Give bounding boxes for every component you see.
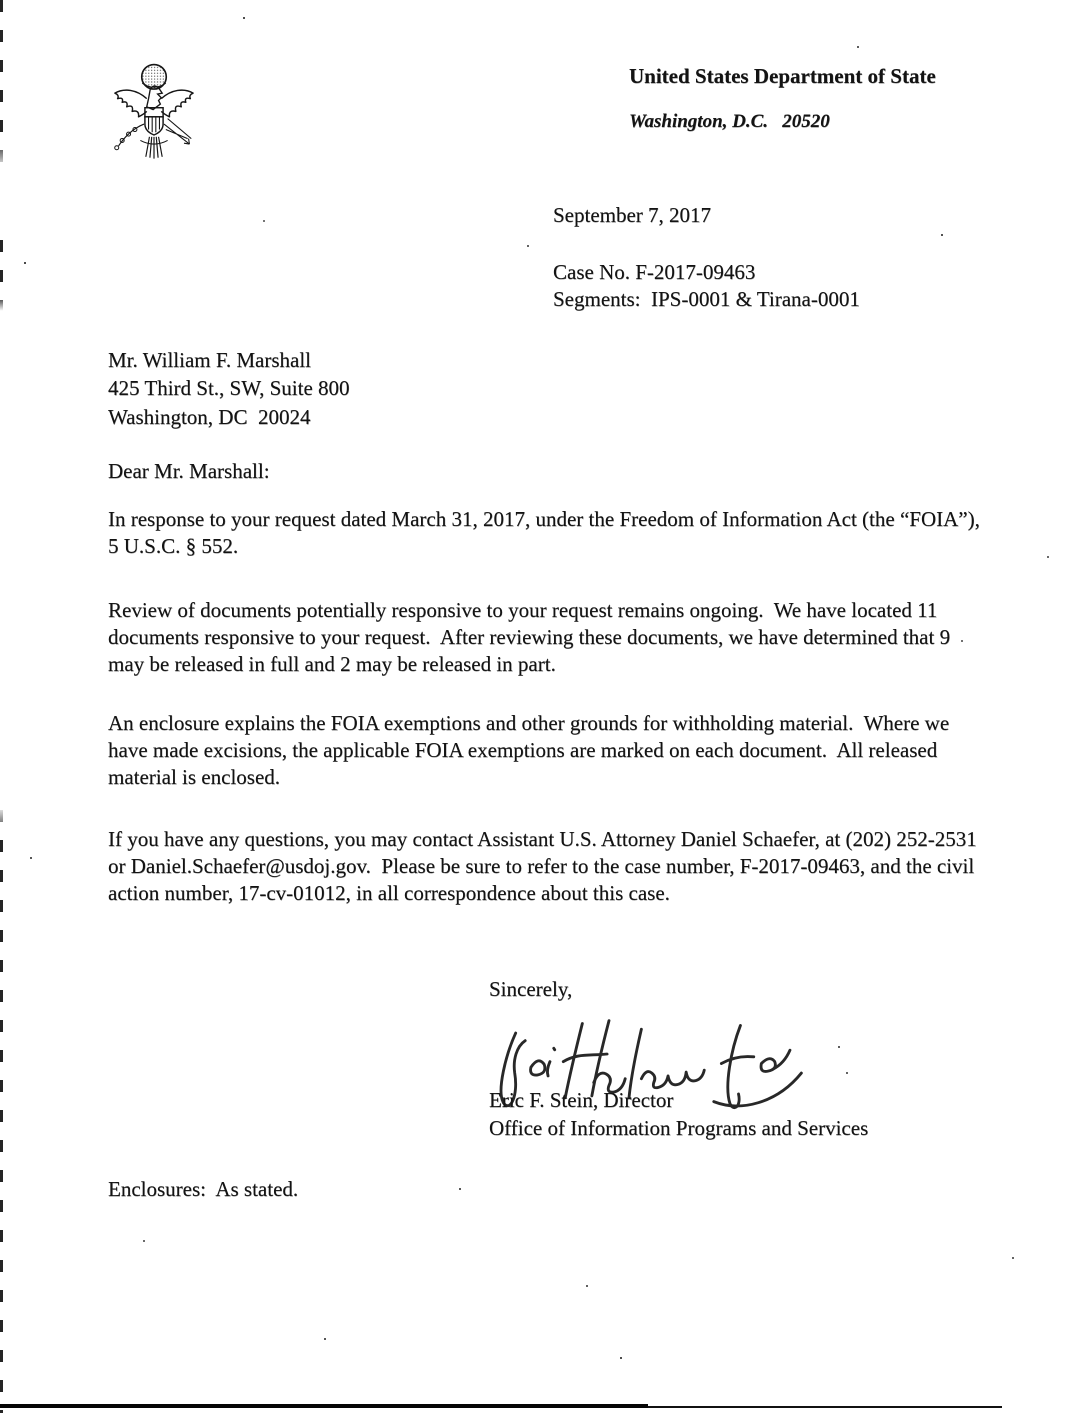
recipient-street: 425 Third St., SW, Suite 800 xyxy=(108,376,350,400)
body-paragraph-1: In response to your request dated March 31, 2017, under the Freedom of Information Act (the “FOIA”), 5 U.S.C. § 552. xyxy=(108,507,986,558)
scan-noise-specks xyxy=(0,0,2,2)
letterhead-city: Washington, D.C. 20520 xyxy=(629,111,830,132)
scan-edge-artifact xyxy=(0,0,3,1413)
scan-bottom-artifact xyxy=(0,1404,648,1408)
scan-bottom-artifact-thin xyxy=(648,1406,1002,1408)
great-seal-eagle-icon xyxy=(104,60,204,170)
body-paragraph-4: If you have any questions, you may contact Assistant U.S. Attorney Daniel Schaefer, at (202) 252-2531 or Daniel.Schaefer@usdoj.gov. Please be sure to refer to the case number, F-2017-09463, and the civil action number, 17-cv-01012, in all correspondence about this case. xyxy=(108,827,982,905)
signer-office: Office of Information Programs and Services xyxy=(489,1116,869,1140)
body-paragraph-3: An enclosure explains the FOIA exemptions and other grounds for withholding material. Where we have made excisions, the applicable FOIA exemptions are marked on each document. All released material is enclosed. xyxy=(108,711,955,789)
case-number-line: Case No. F-2017-09463 xyxy=(553,260,756,284)
valediction: Sincerely, xyxy=(489,977,573,1001)
body-paragraph-2: Review of documents potentially responsive to your request remains ongoing. We have located 11 documents responsive to your request. After reviewing these documents, we have determined that 9 may be released in full and 2 may be released in part. xyxy=(108,598,956,676)
segments-line: Segments: IPS-0001 & Tirana-0001 xyxy=(553,287,860,311)
recipient-name: Mr. William F. Marshall xyxy=(108,348,311,372)
enclosures-line: Enclosures: As stated. xyxy=(108,1177,299,1201)
signer-name-title: Eric F. Stein, Director xyxy=(489,1088,674,1112)
salutation: Dear Mr. Marshall: xyxy=(108,459,270,483)
letterhead-agency: United States Department of State xyxy=(629,64,936,88)
date-line: September 7, 2017 xyxy=(553,203,712,227)
recipient-city: Washington, DC 20024 xyxy=(108,405,311,429)
